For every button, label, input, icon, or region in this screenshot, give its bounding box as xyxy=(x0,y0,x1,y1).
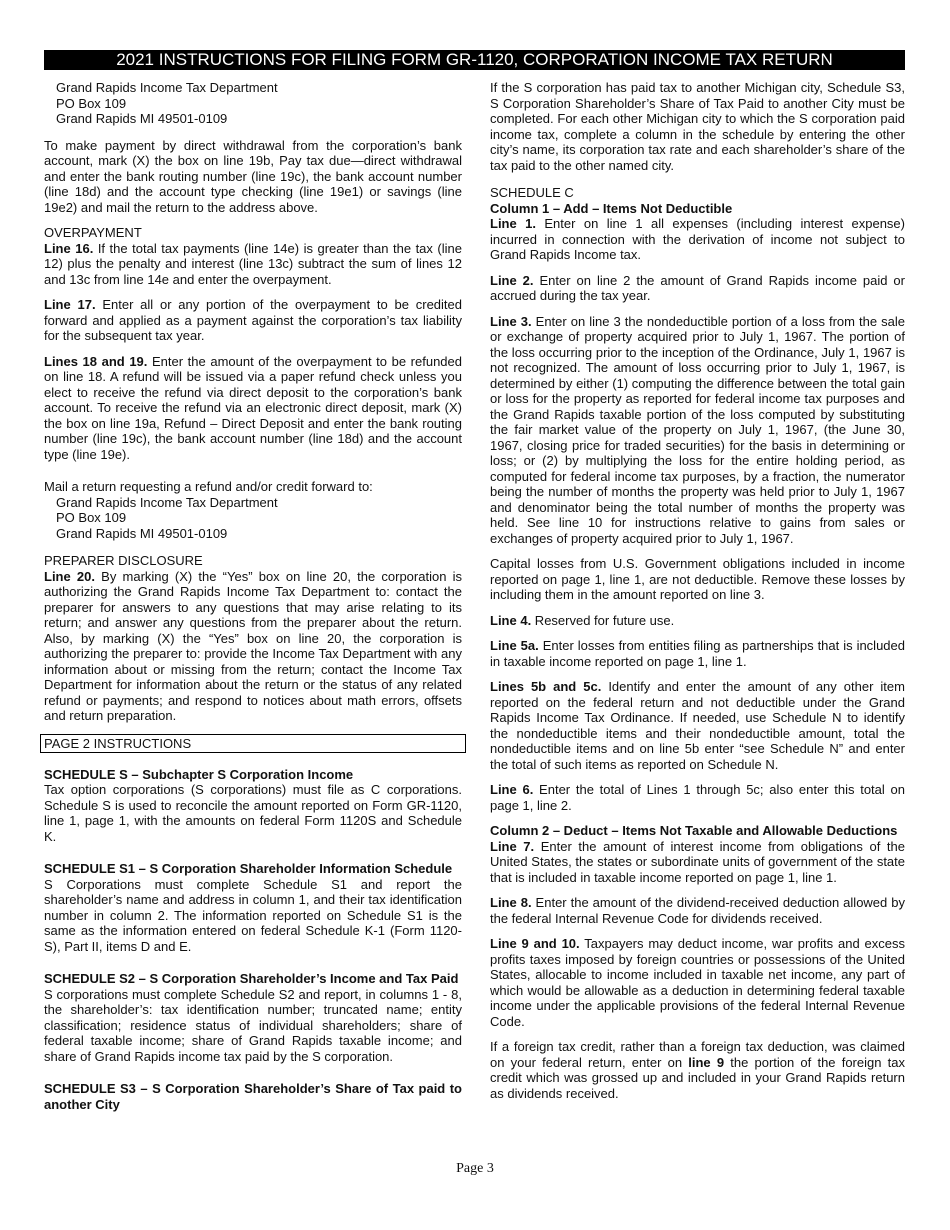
schedule-s2-heading: SCHEDULE S2 – S Corporation Shareholder’s Income and Tax Paid xyxy=(44,971,459,986)
mailing-address xyxy=(56,80,462,127)
line1-paragraph xyxy=(490,216,905,263)
page-banner: 2021 INSTRUCTIONS FOR FILING FORM GR-1120, CORPORATION INCOME TAX RETURN xyxy=(44,50,905,70)
line5a-text: Enter losses from entities filing as partnerships that is included in taxable income reported on page 1, line 1. xyxy=(490,638,905,669)
line17-label: Line 17. xyxy=(44,297,96,312)
line3-label: Line 3. xyxy=(490,313,532,329)
foreign-text-c: the portion of the foreign tax credit which was grossed up and included in your Grand Rapids return as dividends received. xyxy=(490,1054,905,1101)
schedule-s3-text: If the S corporation has paid tax to another Michigan city, Schedule S3, S Corporation Shareholder’s Share of Tax Paid to another City must be completed. For each other Michigan city to which the S corporation paid income tax, complete a column in the schedule by entering the other city’s name, its corporation tax rate and each shareholder’s share of the tax paid to the other named city. xyxy=(490,80,905,173)
address-line: Grand Rapids MI 49501-0109 xyxy=(56,111,228,126)
line16-text: If the total tax payments (line 14e) is greater than the tax (line 12) plus the penalty and interest (line 13c) subtract the sum of lines 12 and 13c from line 14e and enter the overpayment. xyxy=(44,240,462,287)
line4-label: Line 4. xyxy=(490,612,532,628)
foreign-text-a: If a foreign tax credit, rather than a foreign tax deduction, was claimed on your federal return, enter on xyxy=(490,1039,905,1070)
line1-text: Enter on line 1 all expenses (including interest expense) incurred in connection with the derivation of income not subject to Grand Rapids Income tax. xyxy=(490,216,905,262)
line9-10-label: Line 9 and 10. xyxy=(490,936,580,951)
foreign-line9-ref: line 9 xyxy=(688,1054,725,1070)
right-column xyxy=(490,80,905,1111)
line5a-label: Line 5a. xyxy=(490,638,539,653)
overpayment-heading: OVERPAYMENT xyxy=(44,225,142,240)
line16-paragraph xyxy=(44,241,462,288)
address-line: Grand Rapids Income Tax Department xyxy=(56,80,278,95)
line9-10-paragraph xyxy=(490,936,905,1029)
line3-text: Enter on line 3 the nondeductible portion of a loss from the sale or exchange of property acquired prior to July 1, 1967. The portion of the loss occurring prior to the inception of the Ordinance, July 1, 1967 is not recognized. The amount of loss occurring prior to July 1, 1967, is determined by either (1) computing the difference between the total gain or loss for the property as reported for federal income tax purposes and the Grand Rapids taxable portion of the loss computed by substituting the fair market value of the property on July 1, 1967, (the June 30, 1967, closing price for traded securities) for the basis in determining or loss; or (2) by multiplying the loss for the entire holding period, as computed for federal income tax purposes, by a fraction, the numerator being the number of months the property was held prior to July 1, 1967 and denominator being the total number of months the property was held. See line 10 for instructions relative to gains from sales or exchanges of property acquired prior to July 1, 1967. xyxy=(490,313,905,546)
line5b-5c-text: Identify and enter the amount of any other item reported on the federal return and not deductible under the Grand Rapids Income Tax Ordinance. If needed, use Schedule N to identify the nondeductible items and their nondeductible amount, total the nondeductible items and on line 5b enter “see Schedule N” and enter the total of such items as reported on Schedule N. xyxy=(490,679,905,772)
address-line: Grand Rapids MI 49501-0109 xyxy=(56,525,228,541)
line4-text: Reserved for future use. xyxy=(531,612,675,628)
line8-paragraph xyxy=(490,895,905,926)
schedule-s-heading: SCHEDULE S – Subchapter S Corporation Income xyxy=(44,766,354,782)
line8-label: Line 8. xyxy=(490,895,532,910)
mail-refund-intro: Mail a return requesting a refund and/or credit forward to: xyxy=(44,479,373,494)
line5b-5c-paragraph xyxy=(490,679,905,772)
line18-19-text: Enter the amount of the overpayment to be refunded on line 18. A refund will be issued via a paper refund check unless you elect to receive the refund via direct deposit to the corporation’s bank account. To receive the refund via an electronic direct deposit, mark (X) the box on line 19a, Refund – Direct Deposit and enter the bank routing number (line 19c), the bank account number (line 18d) and the account type (line 19e). xyxy=(44,353,462,462)
line20-paragraph xyxy=(44,569,462,724)
line5b-5c-label: Lines 5b and 5c. xyxy=(490,679,602,694)
schedule-s1-text: S Corporations must complete Schedule S1 and report the shareholder’s name and address in column 1, and their tax identification number in column 2. The information reported on Schedule S1 is the same as the information entered on federal Schedule K-1 (Form 1120-S), Part II, items D and E. xyxy=(44,876,462,954)
address-line: PO Box 109 xyxy=(56,510,127,525)
line9-10-text: Taxpayers may deduct income, war profits and excess profits taxes imposed by foreign countries or possessions of the United States, allocable to income included in taxable net income, any part of which would be allowable as a deduction in determining federal taxable income under the applicable provisions of the federal Internal Revenue Code. xyxy=(490,936,905,1029)
preparer-disclosure-heading: PREPARER DISCLOSURE xyxy=(44,553,203,568)
line1-label: Line 1. xyxy=(490,216,536,231)
line20-text: By marking (X) the “Yes” box on line 20, the corporation is authorizing the Grand Rapids Income Tax Department to: contact the preparer for answers to any questions that may arise relating to its return; and answer any questions from the preparer about the return. Also, by marking (X) the “Yes” box on line 20, the corporation is authorizing the preparer to: provide the Income Tax Department with any information about or missing from the return; contact the Income Tax Department for information about the return or the status of any related refund or payments; and respond to notices about math errors, offsets and return preparation. xyxy=(44,568,462,723)
line3-paragraph xyxy=(490,314,905,547)
line7-paragraph xyxy=(490,839,905,886)
schedule-s3-heading: SCHEDULE S3 – S Corporation Shareholder’s Share of Tax paid to another City xyxy=(44,1081,462,1112)
line18-19-paragraph xyxy=(44,354,462,463)
schedule-c-heading: SCHEDULE C xyxy=(490,185,574,200)
foreign-tax-credit-paragraph xyxy=(490,1039,905,1101)
page-number: Page 3 xyxy=(456,1161,494,1176)
line20-label: Line 20. xyxy=(44,568,95,584)
capital-losses-text: Capital losses from U.S. Government obligations included in income reported on page 1, line 1, are not deductible. Remove these losses by including them in the amount reported on line 3. xyxy=(490,556,905,602)
line7-label: Line 7. xyxy=(490,838,535,854)
line2-label: Line 2. xyxy=(490,272,534,288)
line7-text: Enter the amount of interest income from obligations of the United States, the states or subordinate units of government of the state that is included in taxable income reported on page 1, line 1. xyxy=(490,838,905,885)
line2-text: Enter on line 2 the amount of Grand Rapids income paid or accrued during the tax year. xyxy=(490,272,905,303)
line4-paragraph xyxy=(490,613,905,629)
line17-text: Enter all or any portion of the overpayment to be credited forward and applied as a payment against the corporation’s tax liability for the subsequent tax year. xyxy=(44,297,462,343)
page2-instructions-heading: PAGE 2 INSTRUCTIONS xyxy=(40,734,466,753)
column1-heading: Column 1 – Add – Items Not Deductible xyxy=(490,200,733,216)
left-column xyxy=(44,80,462,1112)
schedule-s2-text: S corporations must complete Schedule S2 and report, in columns 1 - 8, the shareholder’s: tax identification number; truncated name; entity classification; residence status of individual shareholders; share of federal taxable income; share of Grand Rapids taxable income; and share of Grand Rapids income tax paid by the S corporation. xyxy=(44,986,462,1064)
address-line: PO Box 109 xyxy=(56,95,127,111)
line2-paragraph xyxy=(490,273,905,304)
line6-text: Enter the total of Lines 1 through 5c; also enter this total on page 1, line 2. xyxy=(490,782,905,813)
line6-paragraph xyxy=(490,782,905,813)
line6-label: Line 6. xyxy=(490,782,534,797)
schedule-s1-heading: SCHEDULE S1 – S Corporation Shareholder Information Schedule xyxy=(44,861,453,876)
column2-heading: Column 2 – Deduct – Items Not Taxable and Allowable Deductions xyxy=(490,823,898,838)
line16-label: Line 16. xyxy=(44,240,94,256)
line5a-paragraph xyxy=(490,638,905,669)
line17-paragraph xyxy=(44,297,462,344)
schedule-s-text: Tax option corporations (S corporations) must file as C corporations. Schedule S is used to reconcile the amount reported on Form GR-1120, line 1, page 1, with the amounts on federal Form 1120S and Schedule K. xyxy=(44,782,462,844)
direct-withdrawal-text: To make payment by direct withdrawal from the corporation’s bank account, mark (X) the box on line 19b, Pay tax due—direct withdrawal and enter the bank routing number (line 19c), the bank account number (line 18d) and the account type checking (line 19e1) or savings (line 19e2) and mail the return to the address above. xyxy=(44,137,462,215)
refund-mailing-address xyxy=(56,495,462,542)
line18-19-label: Lines 18 and 19. xyxy=(44,353,148,369)
address-line: Grand Rapids Income Tax Department xyxy=(56,494,278,510)
line8-text: Enter the amount of the dividend-received deduction allowed by the federal Internal Revenue Code for dividends received. xyxy=(490,895,905,926)
